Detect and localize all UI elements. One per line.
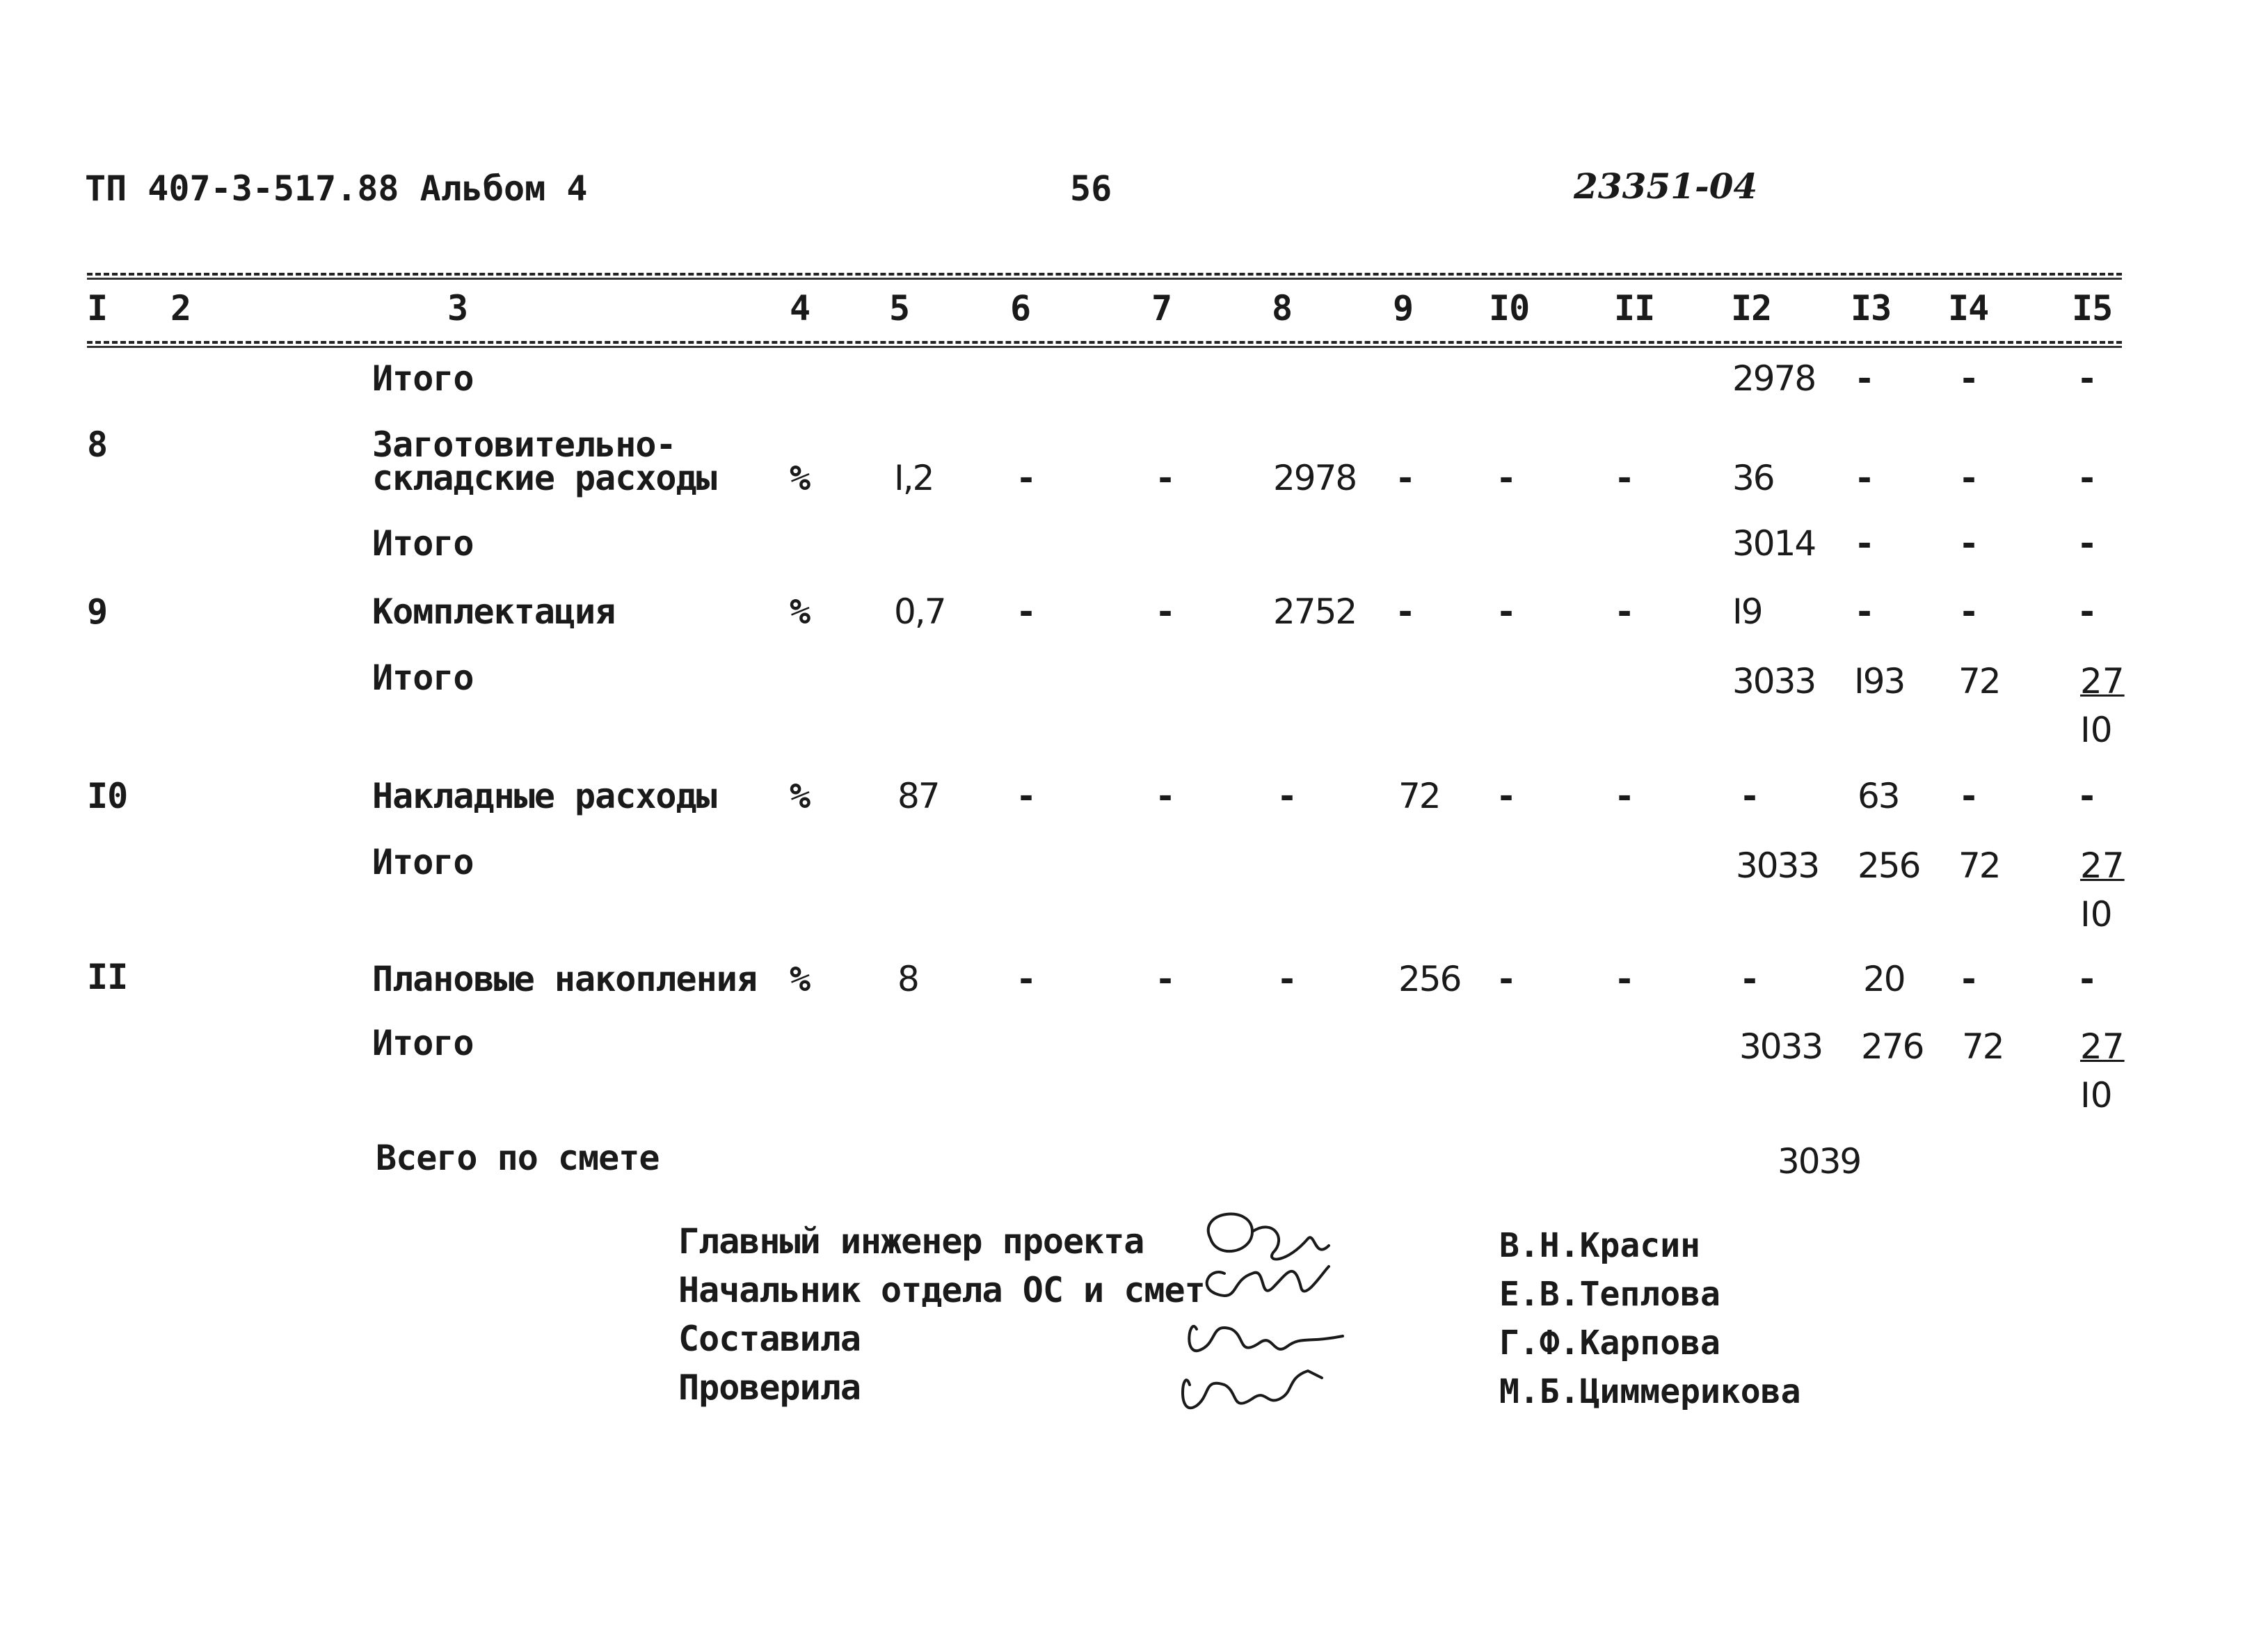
unit-percent: %: [790, 591, 810, 632]
cell-c13: -: [1854, 358, 1876, 399]
cell-rate: 8: [897, 959, 918, 999]
cell-c11: -: [1614, 776, 1636, 816]
cell-c13: -: [1854, 591, 1876, 632]
signer-name: М.Б.Циммерикова: [1499, 1372, 1801, 1411]
cell-c12: -: [1739, 776, 1761, 816]
cell-c12: 3033: [1732, 661, 1816, 701]
col-header-6: 6: [1010, 288, 1031, 328]
signer-name: Г.Ф.Карпова: [1499, 1324, 1720, 1363]
header-rule-2: [87, 346, 2122, 348]
row-label: Итого: [372, 523, 474, 564]
cell-c15: -: [2077, 959, 2098, 999]
signer-name: Е.В.Теплова: [1499, 1275, 1720, 1314]
cell-c9: 256: [1398, 959, 1461, 999]
cell-c15: -: [2077, 591, 2098, 632]
unit-percent: %: [790, 959, 810, 999]
cell-c13: 63: [1858, 776, 1899, 816]
cell-c13: 20: [1863, 959, 1905, 999]
cell-c6: -: [1016, 776, 1037, 816]
row-number: II: [87, 957, 128, 997]
col-header-4: 4: [790, 288, 810, 328]
col-header-2: 2: [170, 288, 191, 328]
cell-c7: -: [1155, 458, 1176, 498]
signer-role: Проверила: [678, 1367, 861, 1408]
row-number: 8: [87, 424, 108, 465]
col-header-13: I3: [1851, 288, 1892, 328]
cell-c8: -: [1277, 959, 1298, 999]
row-label: Итого: [372, 1023, 474, 1063]
cell-c6: -: [1016, 591, 1037, 632]
signer-role: Главный инженер проекта: [678, 1221, 1144, 1262]
cell-c9: -: [1395, 458, 1416, 498]
row-label: Итого: [372, 658, 474, 698]
cell-c15-fraction: [2080, 661, 2125, 750]
cell-c15: -: [2077, 458, 2098, 498]
cell-c12: 3014: [1732, 523, 1816, 564]
col-header-11: II: [1614, 288, 1655, 328]
row-number: I0: [87, 776, 128, 816]
grand-total-label: Всего по смете: [376, 1138, 660, 1178]
col-header-5: 5: [889, 288, 910, 328]
row-label: Плановые накопления: [372, 959, 757, 999]
cell-c13: I93: [1854, 661, 1905, 701]
top-rule-2: [87, 278, 2122, 280]
cell-c15: -: [2077, 776, 2098, 816]
cell-c14: 72: [1958, 661, 2000, 701]
cell-c11: -: [1614, 591, 1636, 632]
row-label: Итого: [372, 358, 474, 399]
page-number: 56: [1070, 168, 1112, 209]
fraction-denominator: I0: [2080, 894, 2113, 935]
row-label-line1: Заготовительно-: [372, 424, 676, 465]
cell-c11: -: [1614, 458, 1636, 498]
col-header-1: I: [87, 288, 108, 328]
cell-c8: 2978: [1273, 458, 1357, 498]
cell-c15: -: [2077, 358, 2098, 399]
cell-c9: 72: [1398, 776, 1440, 816]
cell-c14: -: [1958, 523, 1980, 564]
unit-percent: %: [790, 776, 810, 816]
cell-c10: -: [1496, 776, 1517, 816]
cell-c14: -: [1958, 591, 1980, 632]
row-label-line2: складские расходы: [372, 458, 717, 498]
cell-c13: -: [1854, 523, 1876, 564]
row-number: 9: [87, 591, 108, 632]
cell-c14: 72: [1962, 1026, 2004, 1067]
header-rule: [87, 341, 2122, 344]
cell-c12: -: [1739, 959, 1761, 999]
col-header-15: I5: [2072, 288, 2113, 328]
signer-role: Составила: [678, 1319, 861, 1359]
cell-c10: -: [1496, 959, 1517, 999]
cell-c12: 3033: [1736, 845, 1819, 886]
fraction-denominator: I0: [2080, 1075, 2113, 1115]
cell-rate: 87: [897, 776, 939, 816]
document-code: ТП 407-3-517.88 Альбом 4: [85, 168, 588, 209]
cell-c7: -: [1155, 776, 1176, 816]
fraction-numerator: 27: [2080, 661, 2125, 701]
cell-c6: -: [1016, 458, 1037, 498]
cell-c12: 3033: [1739, 1026, 1823, 1067]
fraction-numerator: 27: [2080, 1026, 2125, 1067]
cell-c11: -: [1614, 959, 1636, 999]
cell-c10: -: [1496, 591, 1517, 632]
cell-c14: -: [1958, 358, 1980, 399]
col-header-3: 3: [447, 288, 468, 328]
cell-c14: 72: [1958, 845, 2000, 886]
cell-c8: -: [1277, 776, 1298, 816]
cell-c12: I9: [1732, 591, 1762, 632]
cell-c8: 2752: [1273, 591, 1357, 632]
col-header-9: 9: [1393, 288, 1414, 328]
cell-c10: -: [1496, 458, 1517, 498]
grand-total-value: 3039: [1778, 1141, 1861, 1182]
cell-c15: -: [2077, 523, 2098, 564]
col-header-7: 7: [1151, 288, 1172, 328]
col-header-14: I4: [1948, 288, 1989, 328]
col-header-10: I0: [1489, 288, 1530, 328]
signer-role: Начальник отдела ОС и смет: [678, 1270, 1205, 1310]
col-header-8: 8: [1272, 288, 1293, 328]
cell-c14: -: [1958, 458, 1980, 498]
cell-c13: -: [1854, 458, 1876, 498]
row-label: Накладные расходы: [372, 776, 717, 816]
cell-c9: -: [1395, 591, 1416, 632]
inventory-number: 23351-04: [1574, 166, 1758, 207]
cell-c15-fraction: [2080, 845, 2125, 935]
fraction-denominator: I0: [2080, 710, 2113, 750]
handwritten-signature: [1169, 1197, 1391, 1475]
fraction-numerator: 27: [2080, 845, 2125, 886]
top-rule: [87, 273, 2122, 276]
cell-c14: -: [1958, 776, 1980, 816]
cell-c12: 2978: [1732, 358, 1816, 399]
cell-c6: -: [1016, 959, 1037, 999]
cell-c7: -: [1155, 959, 1176, 999]
signer-name: В.Н.Красин: [1499, 1226, 1700, 1265]
row-label: Комплектация: [372, 591, 616, 632]
cell-c15-fraction: [2080, 1026, 2125, 1115]
cell-rate: 0,7: [894, 591, 945, 632]
row-label: Итого: [372, 842, 474, 882]
cell-c7: -: [1155, 591, 1176, 632]
cell-c12: 36: [1732, 458, 1774, 498]
cell-c14: -: [1958, 959, 1980, 999]
cell-c13: 256: [1858, 845, 1920, 886]
cell-c13: 276: [1861, 1026, 1924, 1067]
cell-rate: I,2: [894, 458, 934, 498]
col-header-12: I2: [1731, 288, 1772, 328]
unit-percent: %: [790, 458, 810, 498]
